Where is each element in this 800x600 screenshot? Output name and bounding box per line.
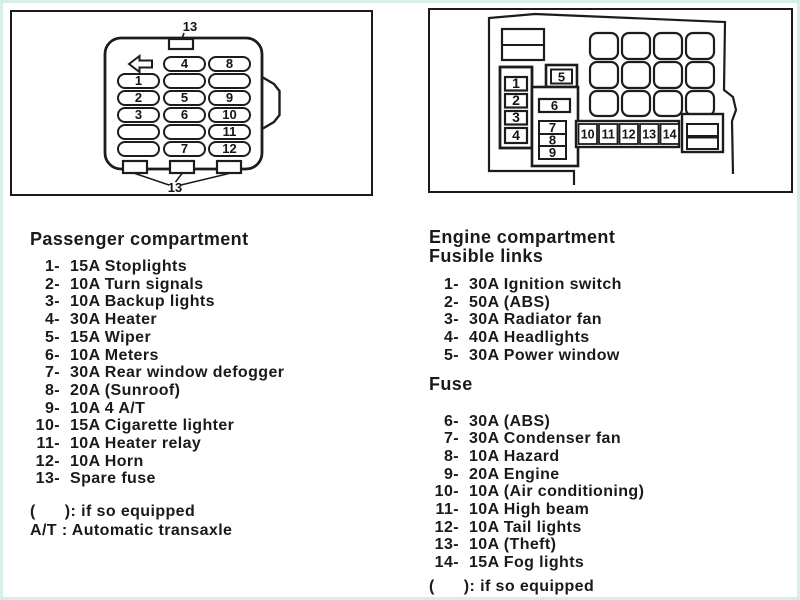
engine-fuse-list (429, 413, 789, 572)
engine-fusebox-panel (428, 8, 793, 193)
item-number: 9- (44, 399, 60, 417)
fuse-list-item (429, 413, 789, 431)
bottom-tab-callout-label: 13 (167, 180, 183, 194)
relay-slot (654, 33, 682, 59)
spare-fuse-tab-top (169, 39, 193, 49)
fuse-list-item (30, 382, 380, 400)
relay-slot (687, 124, 718, 136)
engine-legend (429, 228, 789, 596)
item-number: 3- (44, 293, 60, 311)
fuse-slot-label: 6 (180, 107, 189, 122)
item-number: 8- (44, 381, 60, 399)
item-text: 10A Heater relay (70, 435, 202, 453)
engine-notes (429, 578, 789, 597)
fuse-list-item (429, 276, 789, 294)
item-text: 30A Radiator fan (469, 311, 602, 329)
relay-slot (622, 91, 650, 116)
fuse-list-item (429, 329, 789, 347)
item-text: 10A Meters (70, 346, 159, 364)
relay-square-grid (590, 33, 714, 116)
fuse-list-item (30, 311, 380, 329)
fuse-group-6-9 (532, 87, 578, 166)
fuse-list-item (429, 466, 789, 484)
fusible-link-label: 3 (512, 109, 520, 125)
item-text: 20A (Sunroof) (70, 381, 181, 399)
item-text: 15A Fog lights (469, 554, 585, 572)
fuse-list-item (30, 258, 380, 276)
passenger-fusebox-panel (10, 10, 373, 196)
item-number: 7- (44, 364, 60, 382)
item-number: 13- (434, 536, 459, 554)
fuse-slot-label: 2 (134, 90, 143, 105)
fuse-list-item (30, 276, 380, 294)
fusible-link-stack (500, 67, 532, 148)
fuse-list-item (30, 400, 380, 418)
fuse-slot-label: 11 (601, 127, 615, 142)
item-text: 10A Tail lights (469, 518, 582, 536)
item-text: 10A Hazard (469, 447, 560, 465)
item-text: 10A Horn (70, 452, 144, 470)
item-text: 30A Rear window defogger (70, 364, 285, 382)
item-number: 6- (443, 412, 459, 430)
item-number: 2- (443, 293, 459, 311)
fuse-slot-label: 6 (550, 98, 559, 113)
item-text: 30A (ABS) (469, 412, 551, 430)
fuse-list-item (30, 329, 380, 347)
bottom-callout-line (135, 174, 169, 186)
relay-slot (622, 62, 650, 88)
item-number: 10- (434, 483, 459, 501)
fuse-slot (118, 142, 159, 156)
fuse-list-item (30, 347, 380, 365)
passenger-fuse-list (30, 258, 380, 488)
fuse-list-item (429, 448, 789, 466)
fuse-slot (164, 74, 205, 88)
item-text: 30A Power window (469, 346, 620, 364)
item-text: 10A Backup lights (70, 293, 215, 311)
fuse-slot-label: 4 (180, 56, 189, 71)
fuse-list-item (429, 519, 789, 537)
relay-slot (590, 91, 618, 116)
item-number: 8- (443, 447, 459, 465)
passenger-legend (30, 230, 380, 540)
fuse-strip-10-14 (576, 121, 679, 147)
item-text: 10A (Air conditioning) (469, 483, 645, 501)
item-text: Spare fuse (70, 470, 156, 488)
relay-slot (686, 91, 714, 116)
item-text: 10A High beam (469, 501, 590, 519)
item-text: 10A Turn signals (70, 275, 204, 293)
fuse-slot-label: 8 (225, 56, 234, 71)
fuse-slot-label: 7 (548, 120, 557, 135)
fuse-slot-label: 14 (662, 127, 677, 142)
item-text: 15A Stoplights (70, 258, 188, 275)
fusible-link-label: 5 (557, 69, 566, 85)
item-number: 9- (443, 465, 459, 483)
item-text: 10A 4 A/T (70, 399, 146, 417)
item-number: 10- (35, 417, 60, 435)
engine-title-line1: Engine compartment (429, 227, 616, 247)
fuse-slot-label: 8 (548, 132, 557, 148)
item-number: 1- (443, 276, 459, 293)
passenger-fusebox-diagram (12, 12, 371, 194)
fuse-list-item (30, 470, 380, 488)
bottom-callout-line (181, 174, 229, 186)
fuse-list-item (429, 294, 789, 312)
engine-fusebox-diagram (430, 10, 791, 191)
relay-slot (590, 33, 618, 59)
relay-slot (686, 33, 714, 59)
relay-two-bar-block (682, 114, 723, 152)
top-tab-callout-label: 13 (182, 19, 198, 34)
item-number: 7- (443, 430, 459, 448)
fuse-list-item (429, 311, 789, 329)
relay-slot (654, 62, 682, 88)
note-automatic-transaxle: A/T : Automatic transaxle (30, 521, 233, 539)
item-text: 40A Headlights (469, 329, 590, 347)
connector-bump (262, 77, 280, 129)
fusible-link-label: 2 (512, 92, 520, 108)
fusible-link-list (429, 276, 789, 365)
fuse-slot-label: 1 (134, 73, 143, 88)
fuse-slot-label: 13 (642, 127, 657, 142)
item-text: 30A Heater (70, 311, 158, 329)
item-number: 1- (44, 258, 60, 275)
fuse-slot-label: 12 (222, 141, 237, 156)
item-number: 4- (44, 311, 60, 329)
fuse-slot-label: 9 (225, 90, 234, 105)
fuse-list-item (30, 435, 380, 453)
fuse-list-item (429, 347, 789, 365)
item-text: 30A Condenser fan (469, 430, 622, 448)
fuse-slot-label: 5 (180, 90, 189, 105)
fuse-list-item (429, 430, 789, 448)
fusible-link-label: 1 (512, 75, 520, 91)
item-number: 11- (435, 501, 459, 519)
fuse-slot-label: 11 (222, 124, 237, 139)
item-text: 15A Cigarette lighter (70, 417, 235, 435)
engine-title-line2: Fusible links (429, 246, 544, 266)
spare-fuse-tab-bottom (123, 161, 147, 173)
fuse-list-item (30, 417, 380, 435)
item-number: 11- (36, 435, 60, 453)
fusible-link-5 (546, 65, 577, 87)
fuse-list-item (30, 364, 380, 382)
item-number: 12- (434, 518, 459, 536)
note-if-so-equipped: ( ): if so equipped (429, 577, 595, 595)
item-number: 6- (44, 346, 60, 364)
relay-slot (654, 91, 682, 116)
fuse-slot (164, 125, 205, 139)
item-text: 30A Ignition switch (469, 276, 622, 293)
passenger-notes (30, 503, 380, 540)
fuse-heading: Fuse (429, 373, 473, 394)
item-number: 5- (443, 346, 459, 364)
spare-fuse-tab-bottom (170, 161, 194, 173)
fuse-list-item (429, 501, 789, 519)
item-text: 15A Wiper (70, 328, 152, 346)
fusible-link-label: 4 (512, 127, 520, 143)
item-number: 13- (35, 470, 60, 488)
spare-fuse-tab-bottom (217, 161, 241, 173)
fuse-slot-label: 3 (134, 107, 143, 122)
relay-slot (686, 62, 714, 88)
fuse-slot-label: 10 (580, 127, 595, 142)
fuse-list-item (30, 453, 380, 471)
fuse-slot (118, 125, 159, 139)
fuse-slot-label: 12 (621, 127, 636, 142)
item-number: 4- (443, 329, 459, 347)
fuse-slot-label: 9 (548, 145, 557, 160)
relay-slot (687, 138, 718, 150)
fuse-slot-label: 10 (222, 107, 237, 122)
item-number: 14- (434, 554, 459, 572)
engine-title-block (429, 228, 789, 266)
item-text: 20A Engine (469, 465, 560, 483)
fuse-list-item (30, 293, 380, 311)
item-number: 3- (443, 311, 459, 329)
fuse-list-item (429, 554, 789, 572)
fuse-list-item (429, 483, 789, 501)
note-if-so-equipped: ( ): if so equipped (30, 503, 196, 521)
relay-slot (590, 62, 618, 88)
fuse-list-item (429, 536, 789, 554)
passenger-title: Passenger compartment (30, 229, 249, 249)
item-number: 5- (44, 328, 60, 346)
item-number: 2- (44, 275, 60, 293)
item-text: 50A (ABS) (469, 293, 551, 311)
fuse-slot-label: 7 (180, 141, 189, 156)
item-number: 12- (35, 452, 60, 470)
item-text: 10A (Theft) (469, 536, 557, 554)
fuse-slot (209, 74, 250, 88)
relay-slot (622, 33, 650, 59)
